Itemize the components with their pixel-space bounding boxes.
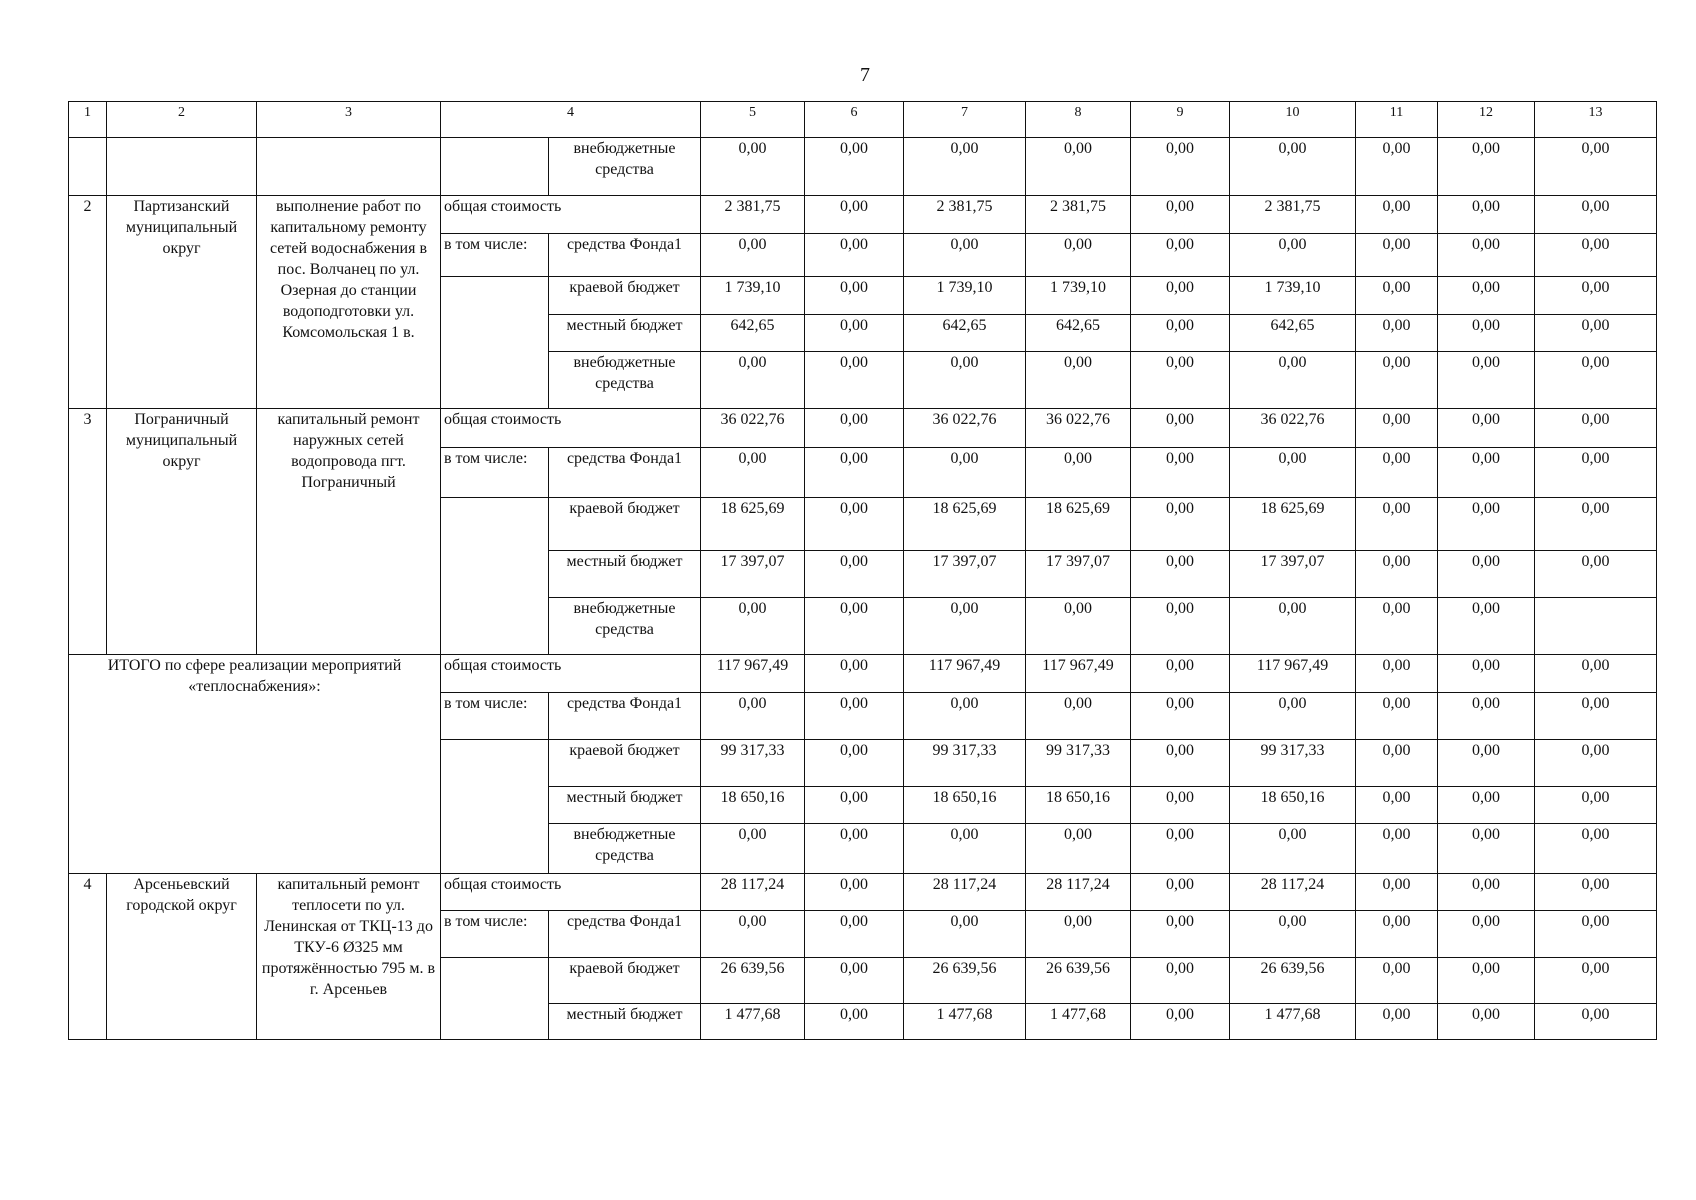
- source-label: внебюджетные средства: [549, 352, 701, 409]
- header-cell: 10: [1230, 102, 1356, 138]
- value-cell: 0,00: [1026, 693, 1131, 740]
- value-cell: 0,00: [1438, 911, 1535, 958]
- value-cell: 0,00: [1535, 1004, 1657, 1040]
- value-cell: 0,00: [1356, 655, 1438, 693]
- value-cell: 1 739,10: [1230, 277, 1356, 315]
- value-cell: 0,00: [1026, 138, 1131, 196]
- value-cell: 28 117,24: [1026, 874, 1131, 911]
- value-cell: 0,00: [805, 824, 904, 874]
- value-cell: 0,00: [1535, 448, 1657, 498]
- total-cost-label: общая стоимость: [441, 196, 701, 234]
- value-cell: 0,00: [805, 551, 904, 598]
- value-cell: 0,00: [805, 277, 904, 315]
- value-cell: 0,00: [1438, 498, 1535, 551]
- empty-cell: [69, 138, 107, 196]
- value-cell: [1535, 598, 1657, 655]
- empty-cell: [441, 138, 549, 196]
- total-cost-label: общая стоимость: [441, 409, 701, 448]
- value-cell: 0,00: [1131, 787, 1230, 824]
- value-cell: 0,00: [1026, 598, 1131, 655]
- value-cell: 0,00: [805, 409, 904, 448]
- including-label: в том числе:: [441, 911, 549, 958]
- value-cell: 0,00: [805, 234, 904, 277]
- value-cell: 0,00: [1131, 409, 1230, 448]
- work-description: капитальный ремонт теплосети по ул. Ленинская от ТКЦ-13 до ТКУ-6 Ø325 мм протяжённостью 795 м. в г. Арсеньев: [257, 874, 441, 1040]
- value-cell: 0,00: [701, 352, 805, 409]
- value-cell: 0,00: [1438, 693, 1535, 740]
- value-cell: 0,00: [1131, 874, 1230, 911]
- value-cell: 0,00: [1131, 1004, 1230, 1040]
- value-cell: 17 397,07: [1026, 551, 1131, 598]
- value-cell: 0,00: [1438, 824, 1535, 874]
- value-cell: 1 477,68: [701, 1004, 805, 1040]
- value-cell: 0,00: [805, 787, 904, 824]
- value-cell: 0,00: [1438, 740, 1535, 787]
- value-cell: 26 639,56: [701, 958, 805, 1004]
- value-cell: 0,00: [1535, 824, 1657, 874]
- value-cell: 0,00: [1356, 740, 1438, 787]
- table-row: [69, 409, 1657, 448]
- including-label: в том числе:: [441, 693, 549, 740]
- value-cell: 0,00: [1131, 693, 1230, 740]
- value-cell: 0,00: [701, 598, 805, 655]
- value-cell: 0,00: [1356, 448, 1438, 498]
- value-cell: 0,00: [1438, 315, 1535, 352]
- value-cell: 0,00: [701, 138, 805, 196]
- value-cell: 0,00: [1356, 598, 1438, 655]
- value-cell: 18 625,69: [904, 498, 1026, 551]
- value-cell: 0,00: [1535, 277, 1657, 315]
- value-cell: 0,00: [805, 655, 904, 693]
- empty-cell: [441, 498, 549, 655]
- value-cell: 36 022,76: [1230, 409, 1356, 448]
- page-number: 7: [860, 64, 870, 86]
- value-cell: 0,00: [1356, 1004, 1438, 1040]
- value-cell: 0,00: [805, 315, 904, 352]
- value-cell: 0,00: [701, 693, 805, 740]
- value-cell: 0,00: [904, 911, 1026, 958]
- value-cell: 117 967,49: [1026, 655, 1131, 693]
- value-cell: 0,00: [1230, 693, 1356, 740]
- budget-table: [68, 101, 1657, 1040]
- value-cell: 0,00: [1026, 824, 1131, 874]
- value-cell: 0,00: [1438, 551, 1535, 598]
- source-label: краевой бюджет: [549, 958, 701, 1004]
- header-cell: 13: [1535, 102, 1657, 138]
- value-cell: 0,00: [1131, 655, 1230, 693]
- empty-cell: [257, 138, 441, 196]
- value-cell: 26 639,56: [1230, 958, 1356, 1004]
- value-cell: 0,00: [1356, 315, 1438, 352]
- value-cell: 0,00: [1535, 740, 1657, 787]
- table-row: [69, 874, 1657, 911]
- value-cell: 0,00: [1438, 352, 1535, 409]
- municipality-name: Арсеньевский городской округ: [107, 874, 257, 1040]
- source-label: местный бюджет: [549, 315, 701, 352]
- value-cell: 0,00: [1356, 277, 1438, 315]
- header-cell: 2: [107, 102, 257, 138]
- value-cell: 0,00: [805, 958, 904, 1004]
- value-cell: 0,00: [1535, 315, 1657, 352]
- value-cell: 28 117,24: [701, 874, 805, 911]
- source-label: местный бюджет: [549, 551, 701, 598]
- value-cell: 0,00: [1535, 958, 1657, 1004]
- empty-cell: [441, 958, 549, 1040]
- value-cell: 18 650,16: [1230, 787, 1356, 824]
- value-cell: 0,00: [805, 693, 904, 740]
- header-cell: 5: [701, 102, 805, 138]
- value-cell: 0,00: [805, 498, 904, 551]
- value-cell: 0,00: [805, 352, 904, 409]
- value-cell: 17 397,07: [904, 551, 1026, 598]
- value-cell: 0,00: [1438, 1004, 1535, 1040]
- value-cell: 0,00: [805, 448, 904, 498]
- source-label: краевой бюджет: [549, 740, 701, 787]
- value-cell: 0,00: [701, 448, 805, 498]
- header-row: [69, 102, 1657, 138]
- itogo-label: ИТОГО по сфере реализации мероприятий «теплоснабжения»:: [69, 655, 441, 874]
- value-cell: 0,00: [1356, 234, 1438, 277]
- including-label: в том числе:: [441, 234, 549, 277]
- value-cell: 1 739,10: [701, 277, 805, 315]
- value-cell: 18 650,16: [701, 787, 805, 824]
- value-cell: 0,00: [1356, 551, 1438, 598]
- value-cell: 18 650,16: [1026, 787, 1131, 824]
- value-cell: 2 381,75: [701, 196, 805, 234]
- header-cell: 7: [904, 102, 1026, 138]
- value-cell: 0,00: [1535, 911, 1657, 958]
- value-cell: 99 317,33: [1026, 740, 1131, 787]
- value-cell: 18 625,69: [1026, 498, 1131, 551]
- value-cell: 0,00: [805, 598, 904, 655]
- value-cell: 0,00: [805, 874, 904, 911]
- value-cell: 0,00: [1131, 824, 1230, 874]
- value-cell: 1 477,68: [904, 1004, 1026, 1040]
- value-cell: 18 650,16: [904, 787, 1026, 824]
- value-cell: 0,00: [1131, 277, 1230, 315]
- work-description: капитальный ремонт наружных сетей водопровода пгт. Пограничный: [257, 409, 441, 655]
- value-cell: 642,65: [701, 315, 805, 352]
- including-label: в том числе:: [441, 448, 549, 498]
- header-cell: 1: [69, 102, 107, 138]
- value-cell: 0,00: [1230, 911, 1356, 958]
- value-cell: 0,00: [1438, 958, 1535, 1004]
- empty-cell: [107, 138, 257, 196]
- table-row: [69, 196, 1657, 234]
- value-cell: 28 117,24: [904, 874, 1026, 911]
- value-cell: 0,00: [1535, 196, 1657, 234]
- value-cell: 0,00: [1438, 234, 1535, 277]
- value-cell: 99 317,33: [1230, 740, 1356, 787]
- value-cell: 0,00: [805, 911, 904, 958]
- value-cell: 0,00: [701, 911, 805, 958]
- source-label: внебюджетные средства: [549, 824, 701, 874]
- value-cell: 0,00: [1131, 315, 1230, 352]
- value-cell: 0,00: [1356, 196, 1438, 234]
- value-cell: 1 739,10: [1026, 277, 1131, 315]
- source-label: местный бюджет: [549, 787, 701, 824]
- value-cell: 0,00: [1131, 958, 1230, 1004]
- value-cell: 0,00: [1438, 138, 1535, 196]
- value-cell: 0,00: [701, 234, 805, 277]
- municipality-name: Пограничный муниципальный округ: [107, 409, 257, 655]
- source-label: краевой бюджет: [549, 277, 701, 315]
- value-cell: 0,00: [904, 138, 1026, 196]
- value-cell: 0,00: [1026, 234, 1131, 277]
- value-cell: 0,00: [1438, 874, 1535, 911]
- source-label: внебюджетные средства: [549, 138, 701, 196]
- value-cell: 36 022,76: [1026, 409, 1131, 448]
- value-cell: 0,00: [1535, 352, 1657, 409]
- value-cell: 0,00: [1026, 911, 1131, 958]
- value-cell: 0,00: [1438, 409, 1535, 448]
- value-cell: 0,00: [1131, 138, 1230, 196]
- value-cell: 0,00: [1356, 787, 1438, 824]
- value-cell: 0,00: [1535, 138, 1657, 196]
- value-cell: 0,00: [1131, 448, 1230, 498]
- value-cell: 0,00: [1356, 352, 1438, 409]
- value-cell: 642,65: [1026, 315, 1131, 352]
- value-cell: 0,00: [1535, 234, 1657, 277]
- header-cell: 4: [441, 102, 701, 138]
- value-cell: 0,00: [904, 693, 1026, 740]
- value-cell: 0,00: [1026, 352, 1131, 409]
- value-cell: 0,00: [1131, 911, 1230, 958]
- value-cell: 117 967,49: [701, 655, 805, 693]
- value-cell: 0,00: [1131, 234, 1230, 277]
- value-cell: 0,00: [1131, 196, 1230, 234]
- value-cell: 642,65: [1230, 315, 1356, 352]
- value-cell: 17 397,07: [701, 551, 805, 598]
- value-cell: 2 381,75: [904, 196, 1026, 234]
- header-cell: 9: [1131, 102, 1230, 138]
- header-cell: 11: [1356, 102, 1438, 138]
- source-label: средства Фонда1: [549, 911, 701, 958]
- source-label: местный бюджет: [549, 1004, 701, 1040]
- value-cell: 0,00: [1356, 911, 1438, 958]
- value-cell: 1 477,68: [1230, 1004, 1356, 1040]
- value-cell: 26 639,56: [1026, 958, 1131, 1004]
- value-cell: 2 381,75: [1026, 196, 1131, 234]
- value-cell: 26 639,56: [904, 958, 1026, 1004]
- source-label: внебюджетные средства: [549, 598, 701, 655]
- value-cell: 117 967,49: [1230, 655, 1356, 693]
- value-cell: 117 967,49: [904, 655, 1026, 693]
- value-cell: 0,00: [1535, 787, 1657, 824]
- work-description: выполнение работ по капитальному ремонту сетей водоснабжения в пос. Волчанец по ул. Озерная до станции водоподготовки ул. Комсомольская 1 в.: [257, 196, 441, 409]
- value-cell: 0,00: [1535, 874, 1657, 911]
- value-cell: 2 381,75: [1230, 196, 1356, 234]
- carry-row: [69, 138, 1657, 196]
- row-number: 3: [69, 409, 107, 655]
- value-cell: 0,00: [1438, 787, 1535, 824]
- source-label: средства Фонда1: [549, 693, 701, 740]
- table-row: [69, 655, 1657, 693]
- value-cell: 17 397,07: [1230, 551, 1356, 598]
- value-cell: 0,00: [1131, 740, 1230, 787]
- value-cell: 0,00: [1535, 498, 1657, 551]
- value-cell: 0,00: [805, 196, 904, 234]
- value-cell: 0,00: [1230, 352, 1356, 409]
- value-cell: 0,00: [1131, 352, 1230, 409]
- value-cell: 0,00: [701, 824, 805, 874]
- value-cell: 0,00: [1438, 598, 1535, 655]
- total-cost-label: общая стоимость: [441, 655, 701, 693]
- value-cell: 0,00: [1230, 598, 1356, 655]
- value-cell: 0,00: [1438, 196, 1535, 234]
- value-cell: 0,00: [1356, 693, 1438, 740]
- value-cell: 0,00: [805, 138, 904, 196]
- value-cell: 0,00: [1230, 448, 1356, 498]
- header-cell: 6: [805, 102, 904, 138]
- row-number: 4: [69, 874, 107, 1040]
- empty-cell: [441, 740, 549, 874]
- value-cell: 18 625,69: [701, 498, 805, 551]
- value-cell: 1 477,68: [1026, 1004, 1131, 1040]
- value-cell: 0,00: [1131, 598, 1230, 655]
- value-cell: 0,00: [1535, 409, 1657, 448]
- value-cell: 642,65: [904, 315, 1026, 352]
- value-cell: 0,00: [904, 234, 1026, 277]
- value-cell: 0,00: [1438, 277, 1535, 315]
- empty-cell: [441, 277, 549, 409]
- value-cell: 0,00: [1535, 551, 1657, 598]
- source-label: средства Фонда1: [549, 234, 701, 277]
- value-cell: 0,00: [904, 352, 1026, 409]
- value-cell: 0,00: [1438, 448, 1535, 498]
- value-cell: 0,00: [1356, 409, 1438, 448]
- value-cell: 36 022,76: [904, 409, 1026, 448]
- value-cell: 28 117,24: [1230, 874, 1356, 911]
- value-cell: 0,00: [1026, 448, 1131, 498]
- value-cell: 36 022,76: [701, 409, 805, 448]
- value-cell: 0,00: [805, 740, 904, 787]
- value-cell: 0,00: [1356, 958, 1438, 1004]
- municipality-name: Партизанский муниципальный округ: [107, 196, 257, 409]
- value-cell: 1 739,10: [904, 277, 1026, 315]
- value-cell: 0,00: [904, 598, 1026, 655]
- value-cell: 0,00: [1230, 138, 1356, 196]
- value-cell: 99 317,33: [904, 740, 1026, 787]
- source-label: средства Фонда1: [549, 448, 701, 498]
- value-cell: 0,00: [1230, 824, 1356, 874]
- value-cell: 0,00: [1356, 824, 1438, 874]
- row-number: 2: [69, 196, 107, 409]
- value-cell: 0,00: [1535, 693, 1657, 740]
- header-cell: 12: [1438, 102, 1535, 138]
- value-cell: 99 317,33: [701, 740, 805, 787]
- value-cell: 0,00: [1356, 138, 1438, 196]
- header-cell: 3: [257, 102, 441, 138]
- header-cell: 8: [1026, 102, 1131, 138]
- value-cell: 0,00: [1131, 498, 1230, 551]
- value-cell: 0,00: [1356, 874, 1438, 911]
- value-cell: 0,00: [1356, 498, 1438, 551]
- total-cost-label: общая стоимость: [441, 874, 701, 911]
- value-cell: 0,00: [805, 1004, 904, 1040]
- value-cell: 18 625,69: [1230, 498, 1356, 551]
- value-cell: 0,00: [1438, 655, 1535, 693]
- value-cell: 0,00: [1535, 655, 1657, 693]
- source-label: краевой бюджет: [549, 498, 701, 551]
- value-cell: 0,00: [904, 448, 1026, 498]
- value-cell: 0,00: [904, 824, 1026, 874]
- value-cell: 0,00: [1131, 551, 1230, 598]
- value-cell: 0,00: [1230, 234, 1356, 277]
